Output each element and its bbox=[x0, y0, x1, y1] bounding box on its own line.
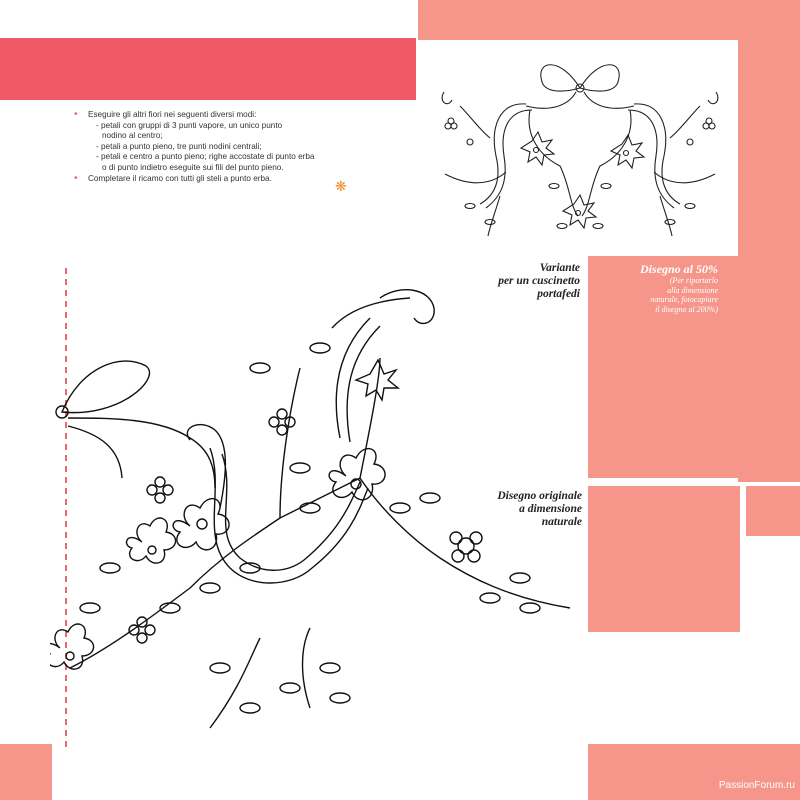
watermark: PassionForum.ru bbox=[718, 780, 795, 791]
instructions-list bbox=[74, 110, 374, 184]
original-flower-large-4 bbox=[50, 624, 94, 669]
variant-flower-left bbox=[521, 132, 554, 165]
asterisk-ornament-icon: ❋ bbox=[335, 178, 347, 194]
bottom-right-band bbox=[588, 744, 800, 800]
instruction-1-line-2: nodino al centro; bbox=[102, 131, 163, 141]
variant-leaves bbox=[465, 184, 695, 229]
original-embroidery-illustration bbox=[50, 268, 590, 748]
header-bar bbox=[0, 38, 416, 100]
original-ribbon-center bbox=[210, 448, 368, 583]
variant-caption: Variante per un cuscinetto portafedi bbox=[498, 262, 580, 300]
original-flower-large-3 bbox=[127, 518, 176, 563]
original-caption: Disegno originale a dimensione naturale bbox=[497, 490, 582, 528]
original-flower-large-1 bbox=[173, 499, 229, 550]
variant-flower-bottom bbox=[563, 195, 596, 228]
instruction-1-line-1: - petali con gruppi di 3 punti vapore, un unico punto bbox=[96, 120, 283, 130]
top-right-block bbox=[418, 0, 800, 40]
variant-ribbon-left bbox=[480, 104, 532, 208]
variant-flower-right bbox=[611, 135, 644, 168]
instruction-1-line-5: o di punto indietro eseguite sui fili del punto pieno. bbox=[102, 162, 284, 172]
instruction-2-text: Completare il ricamo con tutti gli steli a punto erba. bbox=[88, 173, 272, 183]
bottom-left-band bbox=[0, 744, 52, 800]
variant-bow bbox=[526, 65, 634, 109]
original-leaves bbox=[80, 343, 540, 713]
mid-right-block bbox=[588, 486, 740, 632]
small-right-block bbox=[746, 486, 800, 536]
variant-small-flowers bbox=[445, 118, 715, 145]
original-small-flowers bbox=[129, 360, 482, 643]
instruction-1-text: Eseguire gli altri fiori nei seguenti diversi modi: bbox=[88, 110, 257, 119]
original-bow bbox=[56, 361, 225, 508]
scale-note: (Per riportarlo alla dimensione naturale, fotocopiare il disegno al 200%) bbox=[650, 276, 718, 314]
instruction-1-line-4: - petali e centro a punto pieno; righe accostate di punto erba bbox=[96, 152, 315, 162]
scale-title: Disegno al 50% bbox=[640, 262, 718, 276]
variant-embroidery-illustration bbox=[430, 46, 730, 256]
instruction-item-1 bbox=[74, 110, 374, 174]
instruction-item-2 bbox=[74, 174, 374, 185]
variant-ribbon-right bbox=[628, 104, 680, 208]
instruction-1-line-3: - petali a punto pieno, tre punti nodini centrali; bbox=[96, 141, 262, 151]
original-flower-large-2 bbox=[329, 449, 385, 500]
